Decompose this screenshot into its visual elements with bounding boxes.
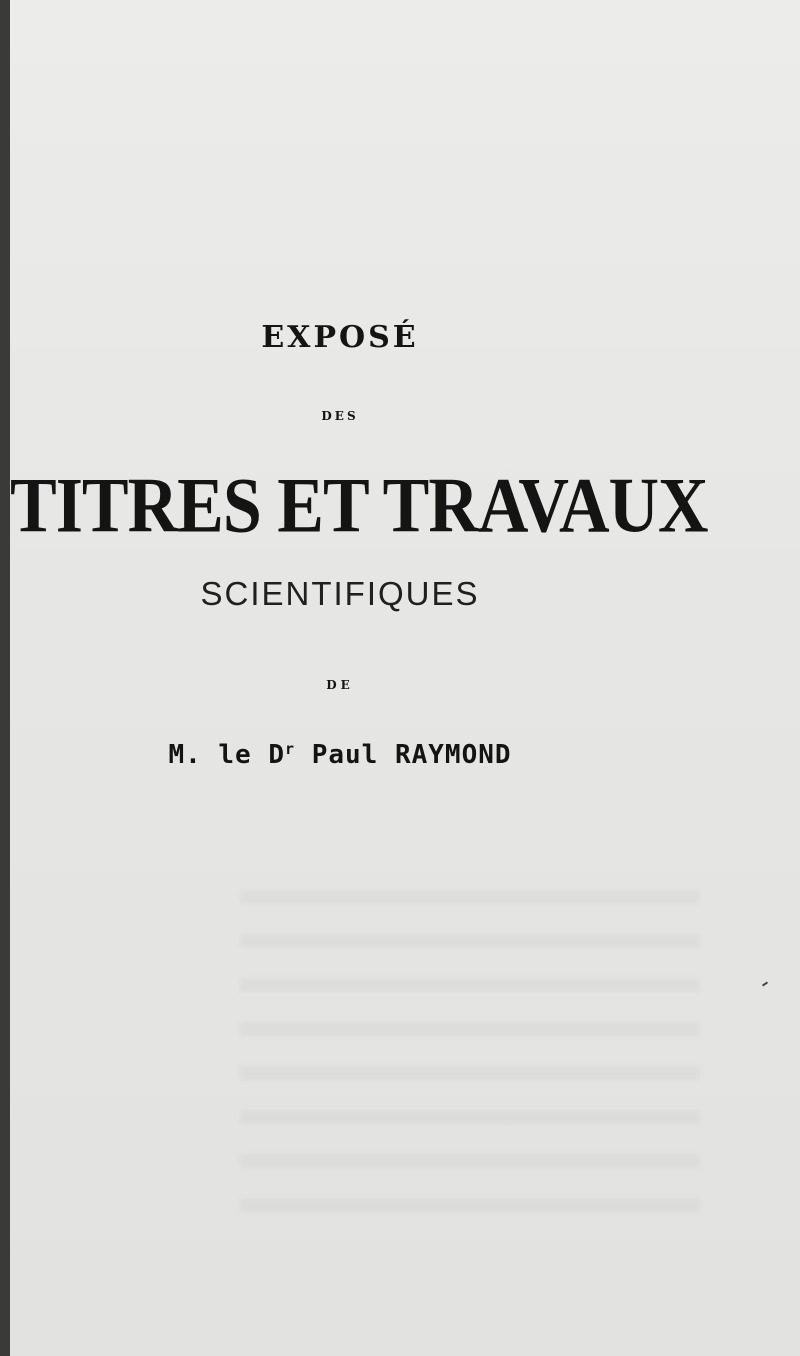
author-prefix: M. le D xyxy=(168,740,286,770)
title-page xyxy=(10,0,800,1356)
ink-speck xyxy=(762,981,768,986)
author-name: Paul RAYMOND xyxy=(311,740,512,770)
heading-expose: EXPOSÉ xyxy=(261,320,419,355)
subtitle: SCIENTIFIQUES xyxy=(200,575,480,612)
connector-de: DE xyxy=(326,678,354,692)
author-superscript: r xyxy=(285,740,296,758)
author-line xyxy=(10,740,670,770)
main-title: TITRES ET TRAVAUX xyxy=(10,463,708,550)
connector-des: DES xyxy=(321,409,359,423)
